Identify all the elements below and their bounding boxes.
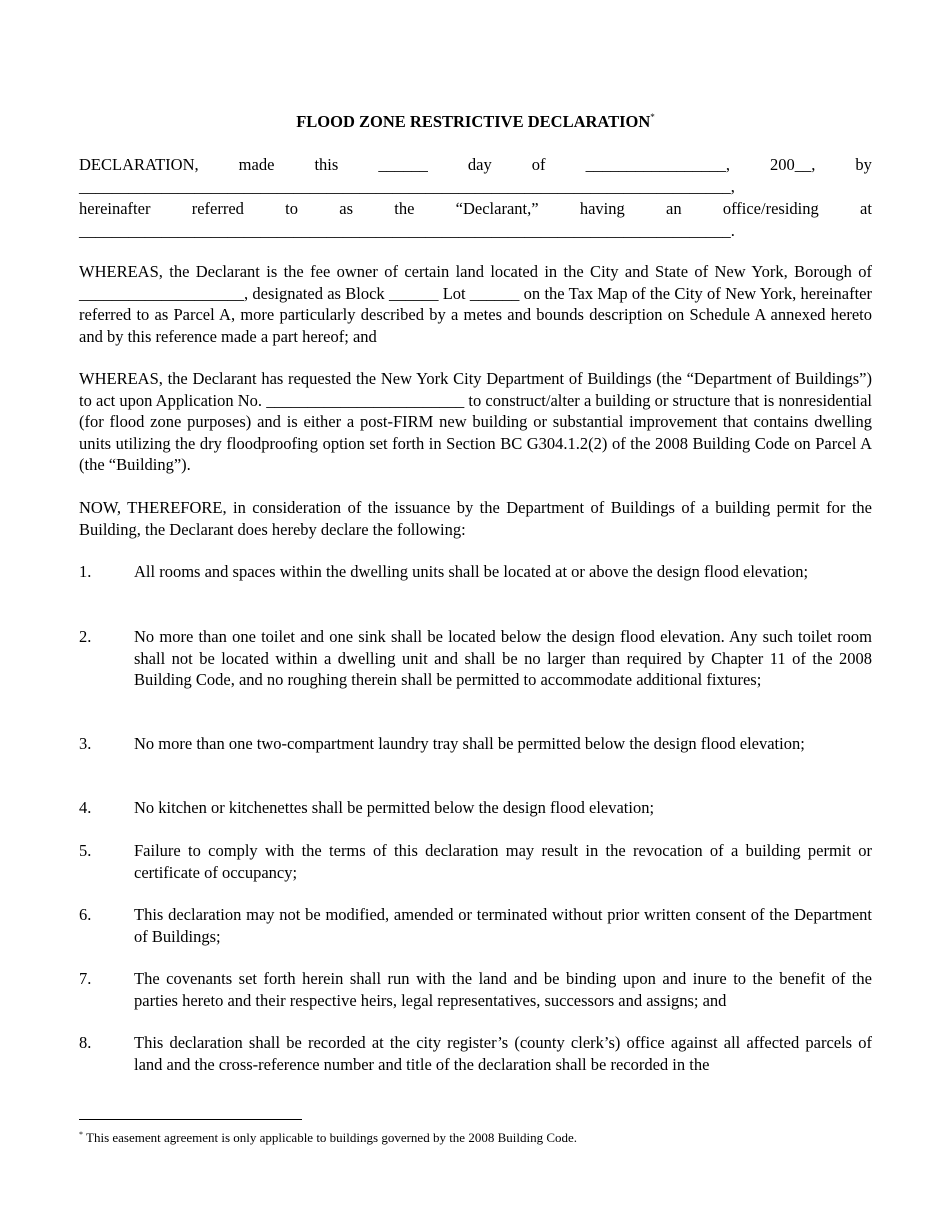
- list-item-text: No more than one toilet and one sink shall be located below the design flood elevation. Any such toilet room shall not be located within a dwelling unit and shall be no larger than required by Chapter 11 of the 2008 Building Code, and no roughing therein shall be permitted to accommodate additional fixtures;: [134, 627, 872, 689]
- list-item-text: This declaration shall be recorded at the city register’s (county clerk’s) office against all affected parcels of land and the cross-reference number and title of the declaration shall be recorded in the: [134, 1033, 872, 1074]
- list-item: [79, 797, 872, 819]
- declaration-word: made: [238, 155, 275, 174]
- day-blank: ______: [378, 155, 428, 174]
- hereinafter-word: as: [339, 199, 353, 218]
- hereinafter-line: [79, 198, 872, 220]
- now-therefore-paragraph: NOW, THEREFORE, in consideration of the issuance by the Department of Buildings of a building permit for the Building, the Declarant does hereby declare the following:: [79, 498, 872, 539]
- title-text: FLOOD ZONE RESTRICTIVE DECLARATION: [296, 112, 651, 131]
- list-item-text: No more than one two-compartment laundry tray shall be permitted below the design flood elevation;: [134, 734, 805, 753]
- list-item-number: 8.: [79, 1033, 92, 1052]
- hereinafter-word: an: [666, 199, 682, 218]
- hereinafter-word: having: [579, 199, 625, 218]
- list-item: [79, 733, 872, 755]
- list-item: [79, 968, 872, 1011]
- declarant-name-blank: _______________________________________________________________________________,: [79, 177, 735, 196]
- list-item: [79, 904, 872, 947]
- declaration-word: by: [855, 155, 872, 174]
- declaration-word: of: [531, 155, 546, 174]
- declaration-word: this: [314, 155, 339, 174]
- list-item-text: No kitchen or kitchenettes shall be permitted below the design flood elevation;: [134, 798, 655, 817]
- list-item-number: 2.: [79, 627, 92, 646]
- list-item: [79, 626, 872, 691]
- list-item-text: This declaration may not be modified, amended or terminated without prior written consent of the Department of Buildings;: [134, 905, 872, 946]
- footnote-mark: *: [79, 1130, 83, 1139]
- hereinafter-word: to: [285, 199, 298, 218]
- footnote-text: This easement agreement is only applicable to buildings governed by the 2008 Building Code.: [83, 1130, 578, 1145]
- whereas-application-paragraph: WHEREAS, the Declarant has requested the New York City Department of Buildings (the “Department of Buildings”) to act upon Application No. ________________________ to construct/alter a building or structure that is nonresidential (for flood zone purposes) and is either a post-FIRM new building or substantial improvement that contains dwelling units utilizing the dry floodproofing option set forth in Section BC G304.1.2(2) of the 2008 Building Code on Parcel A (the “Building”).: [79, 369, 872, 474]
- footnote: [79, 1126, 577, 1147]
- declaration-line: [79, 154, 872, 176]
- list-item-number: 5.: [79, 841, 92, 860]
- list-item-number: 3.: [79, 734, 92, 753]
- hereinafter-word: “Declarant,”: [455, 199, 539, 218]
- list-item-number: 6.: [79, 905, 92, 924]
- list-item-number: 4.: [79, 798, 92, 817]
- list-item-number: 7.: [79, 969, 92, 988]
- month-blank: _________________,: [585, 155, 730, 174]
- list-item-text: The covenants set forth herein shall run with the land and be binding upon and inure to the benefit of the parties hereto and their respective heirs, legal representatives, successors and assigns; and: [134, 969, 872, 1010]
- list-item-text: All rooms and spaces within the dwelling units shall be located at or above the design flood elevation;: [134, 562, 809, 581]
- title-footnote-mark: *: [650, 112, 655, 122]
- list-item-text: Failure to comply with the terms of this declaration may result in the revocation of a building permit or certificate of occupancy;: [134, 841, 872, 882]
- hereinafter-word: office/residing: [722, 199, 819, 218]
- footnote-divider: [79, 1119, 302, 1120]
- year-blank: 200__,: [769, 155, 816, 174]
- hereinafter-word: the: [394, 199, 415, 218]
- list-item-number: 1.: [79, 562, 92, 581]
- declaration-word: DECLARATION,: [79, 155, 199, 174]
- list-item: [79, 561, 872, 583]
- document-title: [79, 112, 872, 132]
- whereas-parcel-paragraph: WHEREAS, the Declarant is the fee owner of certain land located in the City and State of New York, Borough of ____________________, designated as Block ______ Lot ______ on the Tax Map of the City of New York, hereinafter referred to as Parcel A, more particularly described by a metes and bounds description on Schedule A annexed hereto and by this reference made a part hereof; and: [79, 262, 872, 346]
- list-item: [79, 840, 872, 883]
- declaration-word: day: [467, 155, 492, 174]
- list-item: [79, 1032, 872, 1075]
- address-blank: _______________________________________________________________________________.: [79, 221, 735, 240]
- hereinafter-word: at: [860, 199, 872, 218]
- hereinafter-word: hereinafter: [79, 199, 151, 218]
- hereinafter-word: referred: [191, 199, 244, 218]
